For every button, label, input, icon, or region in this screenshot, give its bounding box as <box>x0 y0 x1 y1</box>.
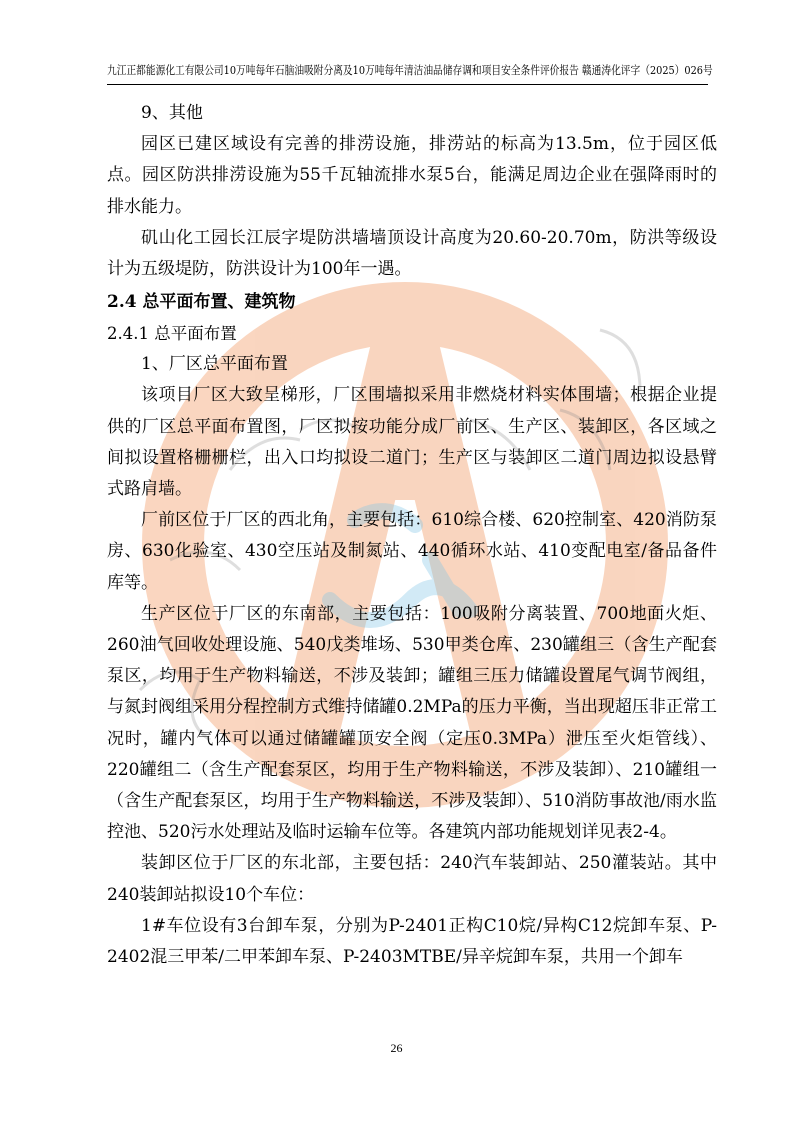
section-heading-2-4-1: 2.4.1 总平面布置 <box>107 324 237 344</box>
paragraph-loading-area: 装卸区位于厂区的东北部，主要包括：240汽车装卸站、250灌装站。其中240装卸站拟设10个车位： <box>107 853 717 905</box>
paragraph-plant-shape: 该项目厂区大致呈梯形，厂区围墙拟采用非燃烧材料实体围墙；根据企业提供的厂区总平面布置图，厂区拟按功能分成厂前区、生产区、装卸区，各区域之间拟设置格栅栅栏，出入口均拟设二道门；生产区与装卸区二道门周边拟设悬臂式路肩墙。 <box>107 385 717 500</box>
paragraph-front-area: 厂前区位于厂区的西北角，主要包括：610综合楼、620控制室、420消防泵房、630化验室、430空压站及制氮站、440循环水站、410变配电室/备品备件库等。 <box>107 510 717 593</box>
paragraph-flood-wall: 矶山化工园长江辰字堤防洪墙墙顶设计高度为20.60-20.70m，防洪等级设计为五级堤防，防洪设计为100年一遇。 <box>107 227 717 280</box>
section-heading-2-4: 2.4 总平面布置、建筑物 <box>107 292 296 313</box>
header-divider <box>107 84 708 85</box>
paragraph-production-area: 生产区位于厂区的东南部，主要包括：100吸附分离装置、700地面火炬、260油气回收处理设施、540戊类堆场、530甲类仓库、230罐组三（含生产配套泵区，均用于生产物料输送，不涉及装卸；罐组三压力储罐设置尾气调节阀组，与氮封阀组采用分程控制方式维持储罐0.2MPa的压力平衡，当出现超压非正常工况时，罐内气体可以通过储罐罐顶安全阀（定压0.3MPa）泄压至火炬管线）、220罐组二（含生产配套泵区，均用于生产物料输送，不涉及装卸）、210罐组一（含生产配套泵区，均用于生产物料输送，不涉及装卸）、510消防事故池/雨水监控池、520污水处理站及临时运输车位等。各建筑内部功能规划详见表2-4。 <box>107 603 717 843</box>
page-number: 26 <box>390 1041 403 1055</box>
paragraph-bay-1: 1#车位设有3台卸车泵，分别为P-2401正构C10烷/异构C12烷卸车泵、P-2402混三甲苯/二甲苯卸车泵、P-2403MTBE/异辛烷卸车泵，共用一个卸车 <box>107 915 717 968</box>
document-header: 九江正都能源化工有限公司10万吨每年石脑油吸附分离及10万吨每年清洁油品储存调和项目安全条件评价报告 赣通涛化评字（2025）026号 <box>107 63 713 77</box>
section-other-heading: 9、其他 <box>141 103 203 123</box>
paragraph-drainage: 园区已建区域设有完善的排涝设施，排涝站的标高为13.5m，位于园区低点。园区防洪排涝设施为55千瓦轴流排水泵5台，能满足周边企业在强降雨时的排水能力。 <box>107 134 717 217</box>
subheading-plant-layout: 1、厂区总平面布置 <box>141 354 288 375</box>
document-body <box>107 98 717 973</box>
